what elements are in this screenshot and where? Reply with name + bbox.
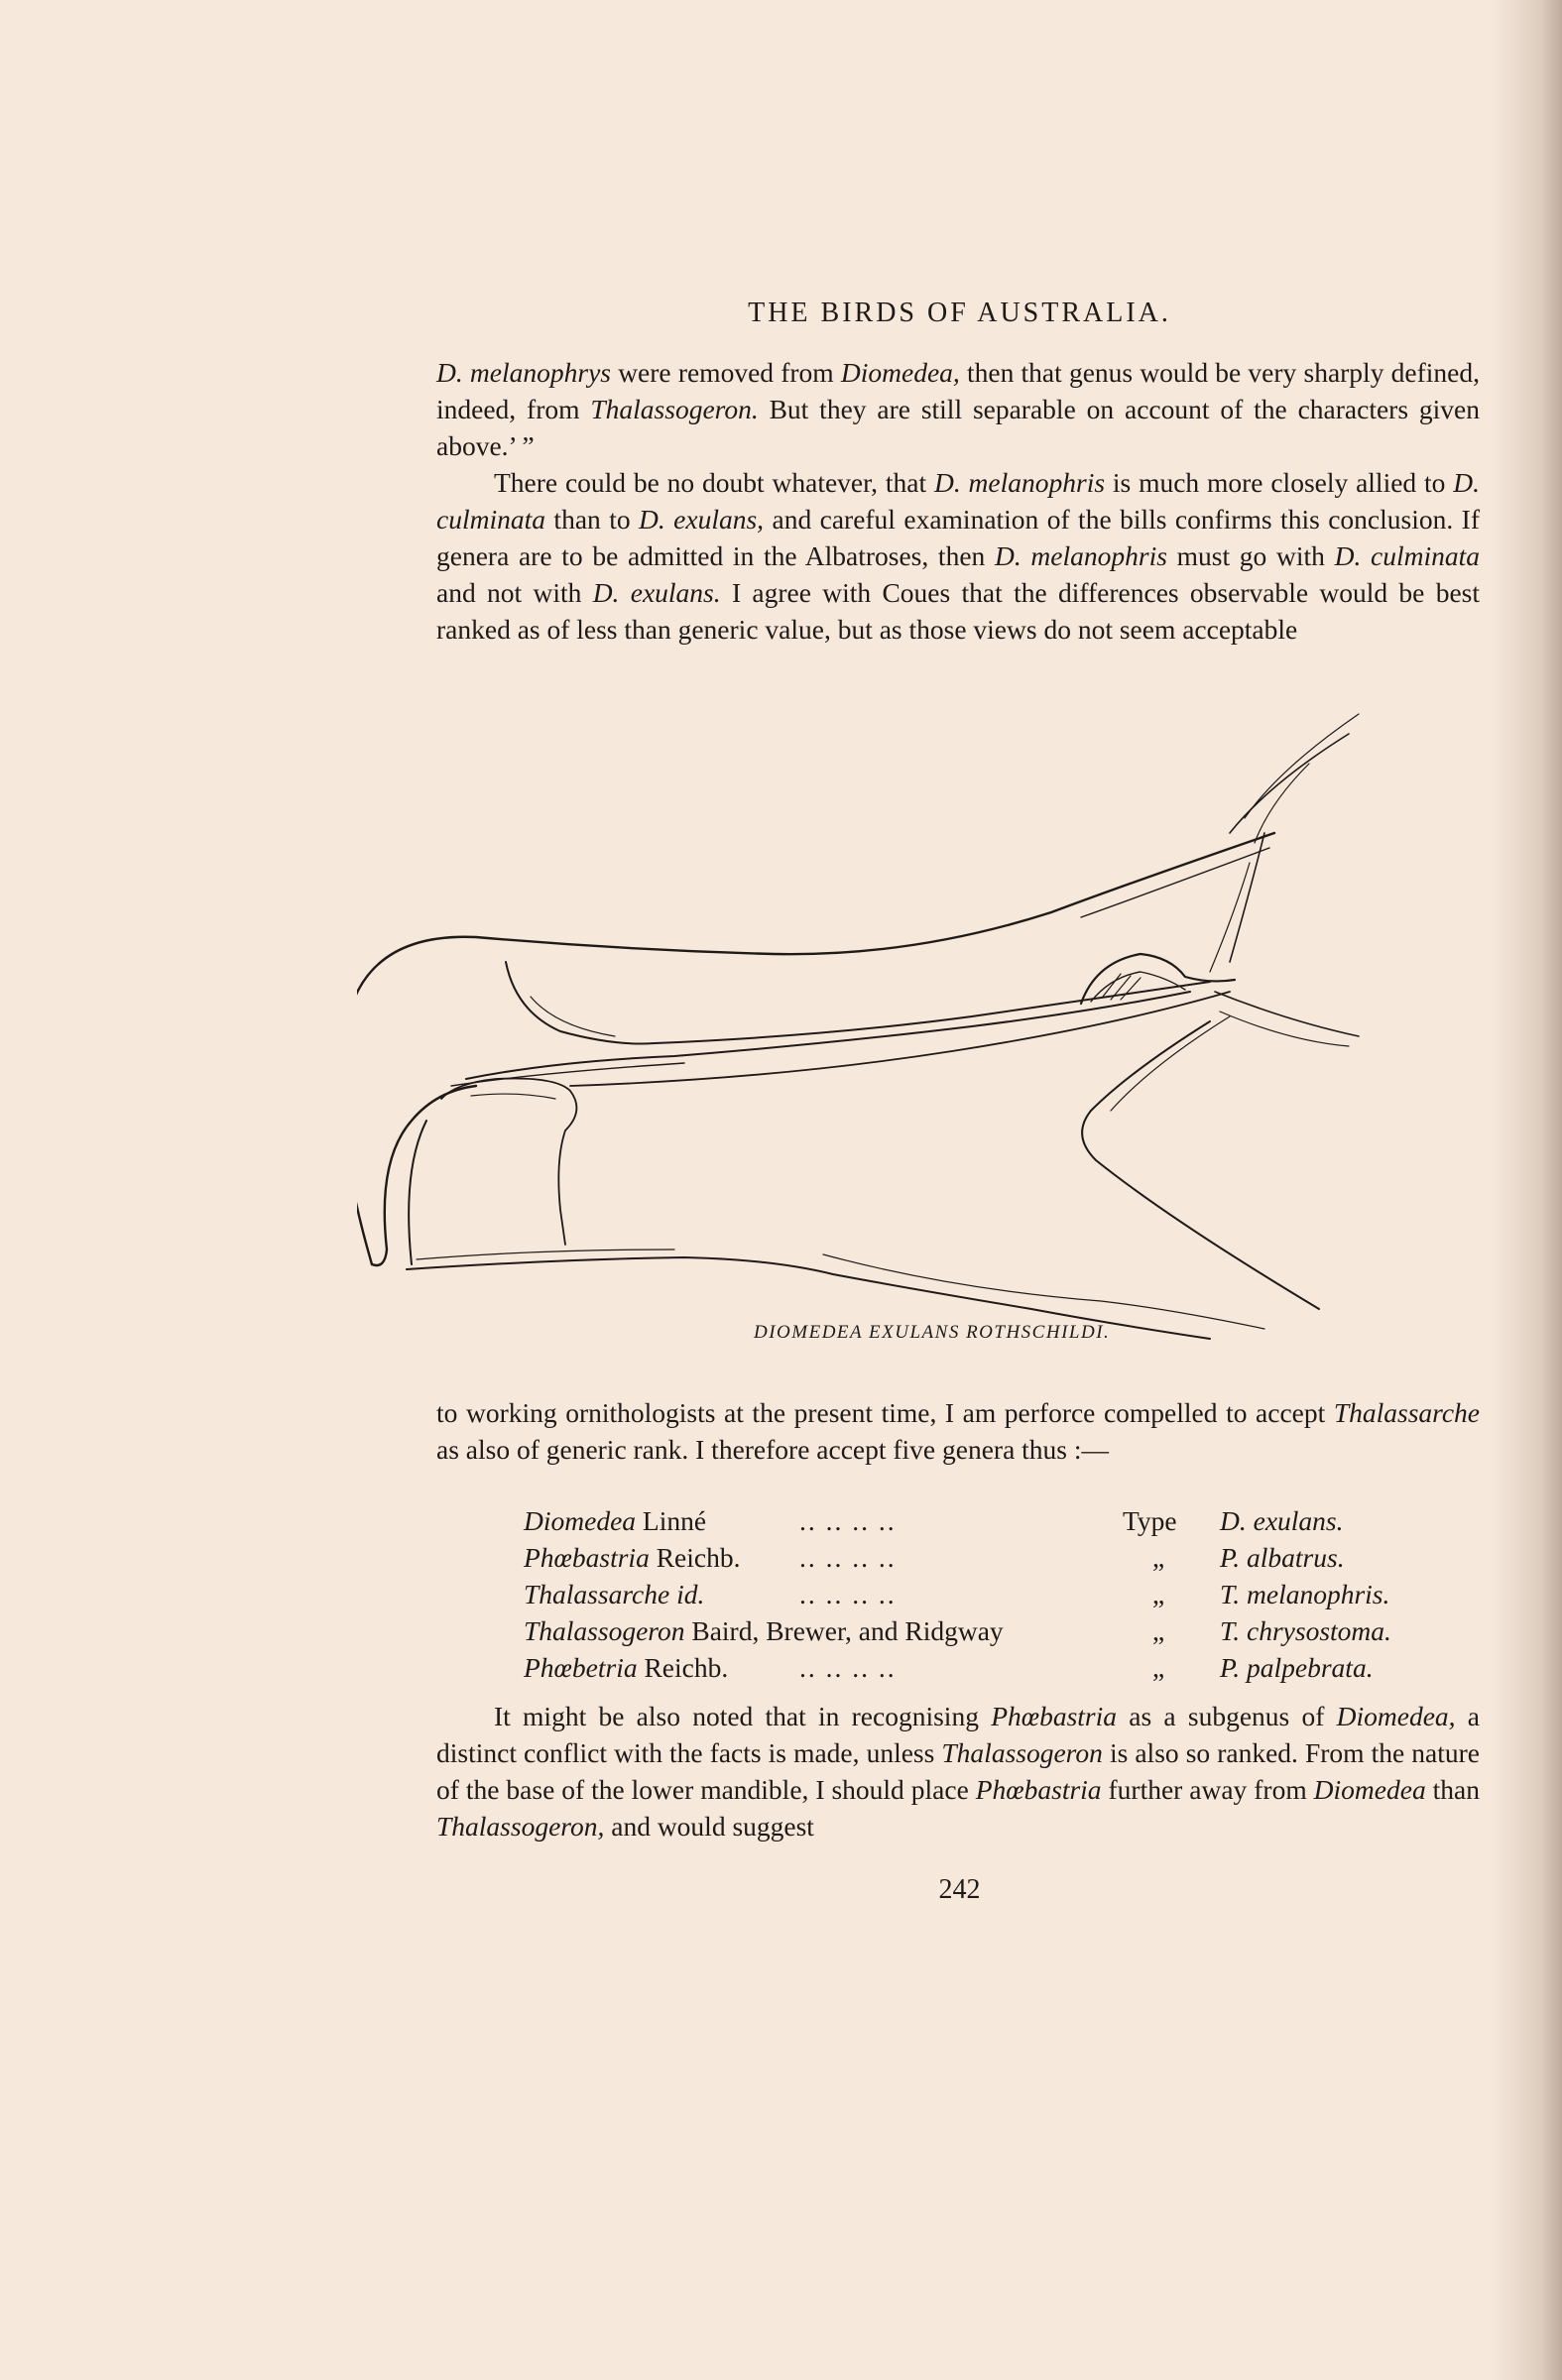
taxon-name: D. exulans. — [592, 577, 721, 608]
text-run: were removed from — [611, 357, 841, 388]
page-number: 242 — [938, 1874, 981, 1905]
taxon-name: D. melanophris — [933, 467, 1106, 498]
paragraph-2-text — [436, 464, 1480, 648]
genus-row — [524, 1649, 1436, 1686]
taxon-name: D. melanophrys — [436, 357, 611, 388]
taxon-name: Thalassogeron. — [590, 394, 759, 424]
taxon-name: D. exulans, — [639, 504, 765, 535]
text-run: There could be no doubt whatever, that — [494, 467, 934, 498]
text-run: and not with — [436, 577, 593, 608]
taxon-name: Diomedea, — [840, 357, 960, 388]
text-run: as also of generic rank. I therefore accept five genera thus :— — [436, 1434, 1110, 1465]
text-run: must go with — [1166, 540, 1335, 571]
text-run: then that genus would be very sharply defined, indeed, from — [436, 357, 1480, 424]
taxon-name: Diomedea — [1313, 1774, 1426, 1805]
paragraph-1 — [436, 354, 1480, 464]
type-label: Type — [1123, 1505, 1177, 1536]
taxon-name: Thalassogeron, — [436, 1811, 605, 1842]
text-run: and would suggest — [604, 1811, 814, 1842]
text-run: than — [1425, 1774, 1481, 1805]
genus-row — [524, 1502, 1436, 1539]
taxon-name: Thalassarche — [1333, 1397, 1480, 1428]
albatross-bill-illustration — [357, 694, 1522, 1388]
type-species: T. chrysostoma. — [1220, 1615, 1391, 1646]
text-run: is much more closely allied to — [1105, 467, 1454, 498]
taxon-name: Phœbastria — [975, 1774, 1102, 1805]
taxon-name: D. culminata — [436, 467, 1480, 535]
text-run: than to — [545, 504, 640, 535]
paragraph-4 — [436, 1698, 1480, 1844]
text-run: as a subgenus of — [1117, 1701, 1337, 1731]
type-species: T. melanophris. — [1220, 1579, 1390, 1609]
genus-name: Thalassogeron Baird, Brewer, and Ridgway — [524, 1615, 1004, 1646]
genera-list — [524, 1502, 1436, 1686]
leader-dots: .. .. .. .. — [799, 1652, 897, 1683]
leader-dots: .. .. .. .. — [799, 1542, 897, 1573]
type-species: P. palpebrata. — [1220, 1652, 1374, 1683]
genus-name: Thalassarche id. — [524, 1579, 705, 1609]
text-run: is also so ranked. From the nature of the base of the lower mandible, I should place — [436, 1737, 1480, 1805]
taxon-name: D. culminata — [1334, 540, 1480, 571]
type-label: „ — [1152, 1615, 1165, 1646]
figure-caption: DIOMEDEA EXULANS ROTHSCHILDI. — [754, 1322, 1111, 1343]
running-head: THE BIRDS OF AUSTRALIA. — [748, 298, 1171, 328]
text-run: a distinct conflict with the facts is made, unless — [436, 1701, 1480, 1768]
genus-name: Phœbetria Reichb. — [524, 1652, 729, 1683]
paragraph-2 — [436, 464, 1480, 648]
leader-dots: .. .. .. .. — [799, 1505, 897, 1536]
type-species: D. exulans. — [1220, 1505, 1344, 1536]
type-label: „ — [1152, 1652, 1165, 1683]
text-run: But they are still separable on account of the characters given above.’ ” — [436, 394, 1480, 461]
taxon-name: D. melanophris — [994, 540, 1167, 571]
paragraph-4-text — [436, 1698, 1480, 1844]
text-run: I agree with Coues that the differences observable would be best ranked as of less than generic value, but as those views do not seem acceptable — [436, 577, 1480, 645]
paragraph-1-text — [436, 354, 1480, 464]
type-label: „ — [1152, 1542, 1165, 1573]
text-run: to working ornithologists at the present time, I am perforce compelled to accept — [436, 1397, 1334, 1428]
genus-row — [524, 1539, 1436, 1576]
text-run: It might be also noted that in recognising — [494, 1701, 992, 1731]
type-species: P. albatrus. — [1220, 1542, 1345, 1573]
text-run: and careful examination of the bills confirms this conclusion. If genera are to be admitted in the Albatroses, then — [436, 504, 1480, 571]
genus-row — [524, 1612, 1436, 1649]
taxon-name: Phœbastria — [991, 1701, 1118, 1731]
type-label: „ — [1152, 1579, 1165, 1609]
paragraph-3-text — [436, 1394, 1480, 1468]
text-run: further away from — [1101, 1774, 1314, 1805]
taxon-name: Thalassogeron — [941, 1737, 1103, 1768]
genus-name: Diomedea Linné — [524, 1505, 707, 1536]
paragraph-3 — [436, 1394, 1480, 1468]
genus-name: Phœbastria Reichb. — [524, 1542, 741, 1573]
leader-dots: .. .. .. .. — [799, 1579, 897, 1609]
taxon-name: Diomedea, — [1336, 1701, 1456, 1731]
genus-row — [524, 1576, 1436, 1612]
